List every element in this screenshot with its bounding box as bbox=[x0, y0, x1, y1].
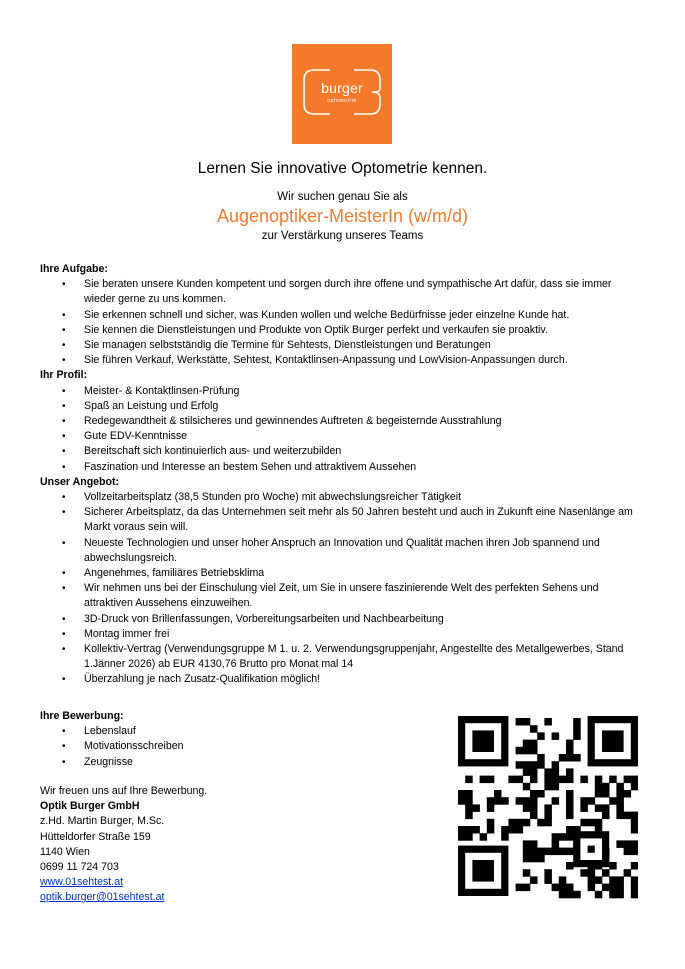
profile-heading: Ihr Profil: bbox=[40, 369, 88, 382]
intro-text-2: zur Verstärkung unseres Teams bbox=[261, 230, 424, 242]
logo-wordmark: burger bbox=[321, 80, 363, 96]
job-details bbox=[40, 262, 645, 688]
phone-number: 0699 11 724 703 bbox=[40, 861, 119, 874]
list-item: • Angenehmes, familiäres Betriebsklima bbox=[84, 566, 645, 581]
street-address: Hütteldorfer Straße 159 bbox=[40, 830, 151, 843]
website-link[interactable]: www.01sehtest.at bbox=[40, 876, 124, 889]
city: 1140 Wien bbox=[40, 845, 90, 858]
list-item: • Spaß an Leistung und Erfolg bbox=[84, 399, 645, 414]
list-item: • Motivationsschreiben bbox=[84, 739, 420, 754]
list-item: • Redegewandtheit & stilsicheres und gewinnendes Auftreten & begeisternde Ausstrahlung bbox=[84, 414, 645, 429]
job-title: Augenoptiker-MeisterIn (w/m/d) bbox=[216, 206, 469, 226]
list-item: • Montag immer frei bbox=[84, 627, 645, 642]
company-logo bbox=[292, 44, 392, 144]
headline: Lernen Sie innovative Optometrie kennen. bbox=[197, 160, 488, 177]
list-item: • Zeugnisse bbox=[84, 755, 420, 770]
offer-heading: Unser Angebot: bbox=[40, 475, 120, 488]
list-item: • Sie beraten unsere Kunden kompetent und sorgen durch ihre offene und sympathische Art dafür, dass sie immer wieder gerne zu uns kommen. bbox=[84, 277, 645, 307]
list-item: • 3D-Druck von Brillenfassungen, Vorbereitungsarbeiten und Nachbearbeitung bbox=[84, 612, 645, 627]
email-link[interactable]: optik.burger@01sehtest.at bbox=[40, 891, 165, 904]
list-item: • Überzahlung je nach Zusatz-Qualifikation möglich! bbox=[84, 672, 645, 687]
list-item: • Faszination und Interesse an bestem Sehen und attraktivem Aussehen bbox=[84, 460, 645, 475]
list-item: • Lebenslauf bbox=[84, 724, 420, 739]
list-item: • Sie erkennen schnell und sicher, was Kunden wollen und welche Bedürfnisse jeder einzelne Kunde hat. bbox=[84, 308, 645, 323]
contact-block bbox=[40, 784, 207, 906]
list-item: • Sicherer Arbeitsplatz, da das Unternehmen seit mehr als 50 Jahren besteht und auch in Zukunft eine Nasenlänge am Markt voraus sein will. bbox=[84, 505, 645, 535]
list-item: • Gute EDV-Kenntnisse bbox=[84, 429, 645, 444]
list-item: • Neueste Technologien und unser hoher Anspruch an Innovation und Qualität machen ihren Job spannend und abwechslungsreich. bbox=[84, 536, 645, 566]
list-item: • Sie führen Verkauf, Werkstätte, Sehtest, Kontaktlinsen-Anpassung und LowVision-Anpassungen durch. bbox=[84, 353, 645, 368]
list-item: • Sie kennen die Dienstleistungen und Produkte von Optik Burger perfekt und verkaufen sie proaktiv. bbox=[84, 323, 645, 338]
list-item: • Kollektiv-Vertrag (Verwendungsgruppe M 1. u. 2. Verwendungsgruppenjahr, Angestellte des Metallgewerbes, Stand 1.Jänner 2026) ab EUR 4130,76 Brutto pro Monat mal 14 bbox=[84, 642, 645, 672]
list-item: • Sie managen selbstständig die Termine für Sehtests, Dienstleistungen und Beratungen bbox=[84, 338, 645, 353]
contact-person: z.Hd. Martin Burger, M.Sc. bbox=[40, 815, 165, 828]
company-name: Optik Burger GmbH bbox=[40, 800, 140, 813]
offer-list bbox=[40, 490, 645, 688]
tasks-list bbox=[40, 277, 645, 368]
application-heading: Ihre Bewerbung: bbox=[40, 710, 124, 722]
application-list bbox=[40, 724, 420, 770]
closing-text: Wir freuen uns auf Ihre Bewerbung. bbox=[40, 785, 208, 797]
list-item: • Meister- & Kontaktlinsen-Prüfung bbox=[84, 384, 645, 399]
qr-code bbox=[458, 716, 638, 900]
intro-text: Wir suchen genau Sie als bbox=[277, 191, 408, 203]
profile-list bbox=[40, 384, 645, 475]
qr-code-graphic bbox=[458, 716, 638, 900]
tasks-heading: Ihre Aufgabe: bbox=[40, 263, 108, 275]
list-item: • Wir nehmen uns bei der Einschulung viel Zeit, um Sie in unsere faszinierende Welt des perfekten Sehens und attraktiven Aussehens einzuweihen. bbox=[84, 581, 645, 611]
list-item: • Bereitschaft sich kontinuierlich aus- und weiterzubilden bbox=[84, 444, 645, 459]
list-item: • Vollzeitarbeitsplatz (38,5 Stunden pro Woche) mit abwechslungsreicher Tätigkeit bbox=[84, 490, 645, 505]
logo-subtitle: optometrie bbox=[327, 98, 357, 104]
application-section bbox=[40, 709, 420, 770]
